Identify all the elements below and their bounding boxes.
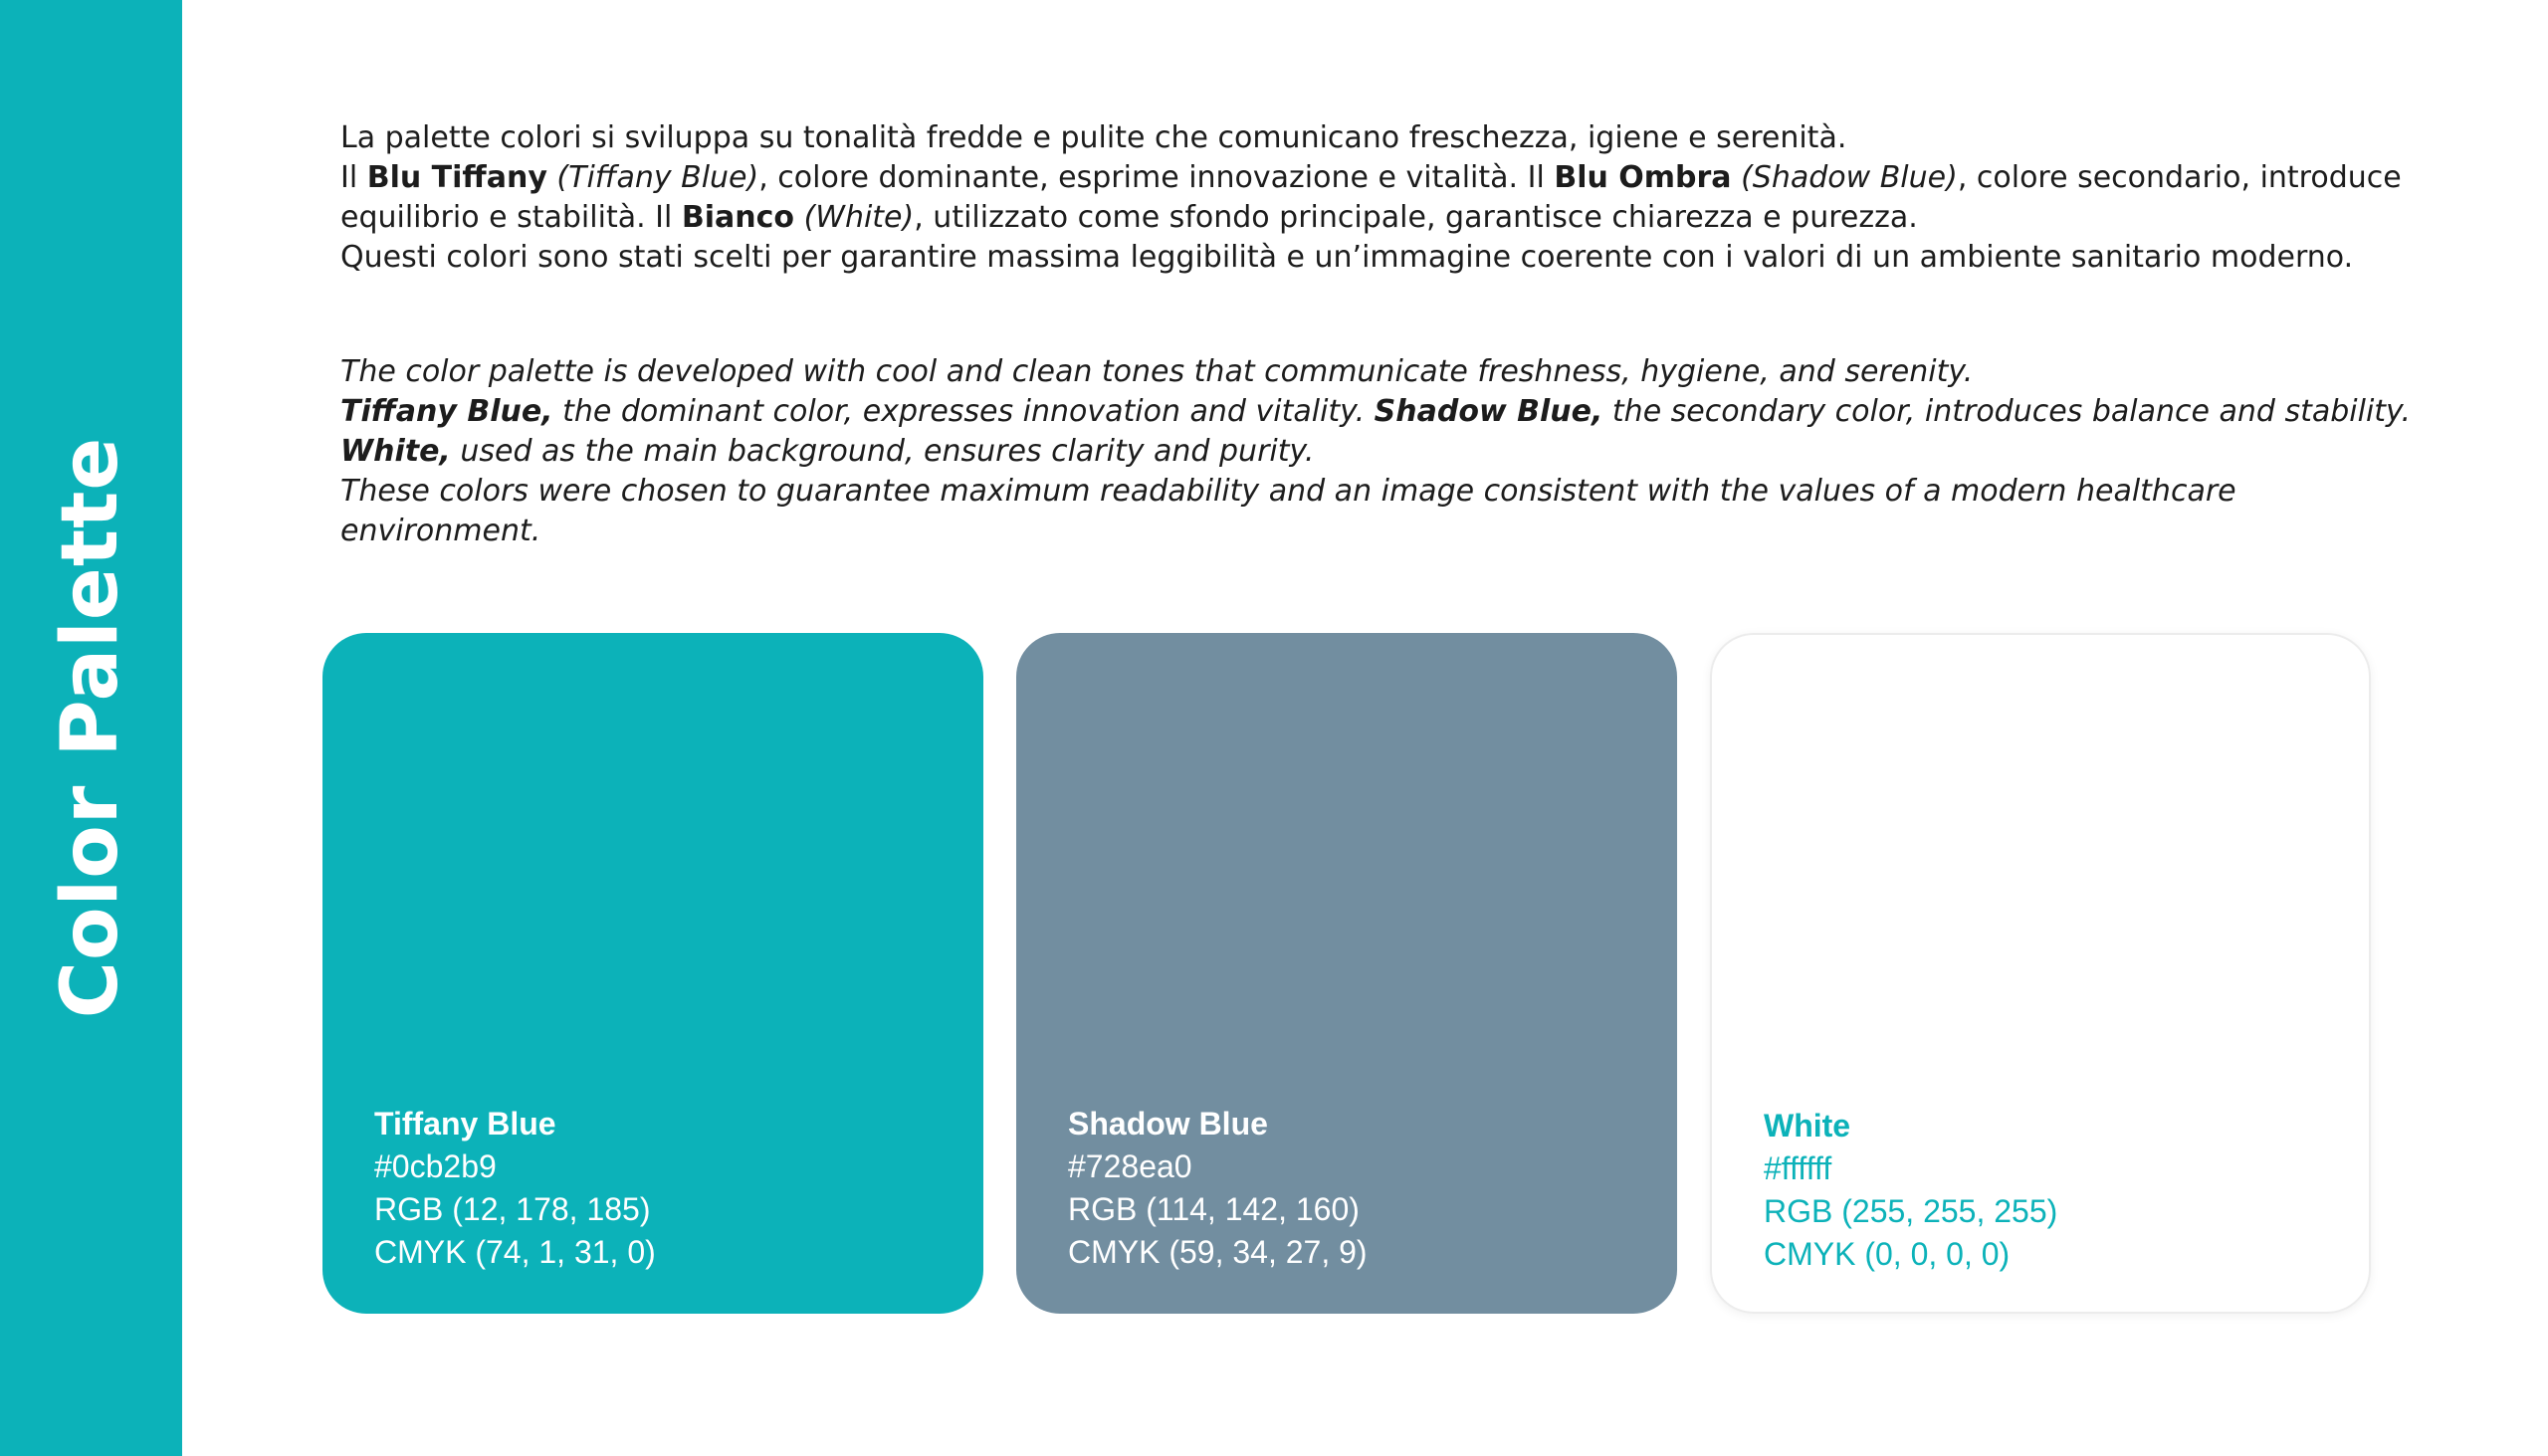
italian-tiffany-term: Blu Tiffany: [366, 160, 547, 195]
swatch-hex: #728ea0: [1068, 1148, 1192, 1184]
italian-description: [340, 118, 2411, 278]
english-description: [340, 352, 2411, 551]
italian-intro: La palette colori si sviluppa su tonalità fredde e pulite che comunicano freschezza, igiene e serenità.: [340, 120, 1847, 155]
swatch-name: White: [1764, 1108, 1851, 1144]
swatch-cmyk: CMYK (0, 0, 0, 0): [1764, 1236, 2011, 1272]
italian-shadow-translation: (Shadow Blue): [1731, 160, 1958, 195]
italian-shadow-term: Blu Ombra: [1554, 160, 1732, 195]
italian-white-term: Bianco: [681, 200, 795, 235]
english-colors-paragraph: [340, 392, 2411, 472]
english-conclusion: These colors were chosen to guarantee maximum readability and an image consistent with the values of a modern healthcare environment.: [340, 474, 2236, 548]
swatch-rgb: RGB (12, 178, 185): [374, 1191, 651, 1227]
italian-white-translation: (White): [794, 200, 915, 235]
swatch-hex: #ffffff: [1764, 1150, 1832, 1186]
swatch-rgb: RGB (114, 142, 160): [1068, 1191, 1360, 1227]
swatch-hex: #0cb2b9: [374, 1148, 497, 1184]
page-title: Color Palette: [46, 436, 135, 1019]
english-tiffany-term: Tiffany Blue,: [340, 394, 553, 429]
sidebar: [0, 0, 182, 1456]
english-shadow-term: Shadow Blue,: [1374, 394, 1603, 429]
swatch-name: Tiffany Blue: [374, 1106, 556, 1142]
english-text: the secondary color, introduces balance and stability.: [1602, 394, 2412, 429]
italian-text: , colore dominante, esprime innovazione e vitalità. Il: [758, 160, 1555, 195]
italian-text: , utilizzato come sfondo principale, garantisce chiarezza e purezza.: [914, 200, 1918, 235]
italian-tiffany-translation: (Tiffany Blue): [546, 160, 759, 195]
swatch-white: [1710, 633, 2371, 1314]
swatch-name: Shadow Blue: [1068, 1106, 1268, 1142]
swatch-tiffany-blue: [322, 633, 983, 1314]
swatch-cmyk: CMYK (74, 1, 31, 0): [374, 1234, 656, 1270]
english-text: the dominant color, expresses innovation and vitality.: [552, 394, 1375, 429]
swatch-shadow-blue: [1016, 633, 1677, 1314]
english-white-term: White,: [340, 434, 451, 469]
swatch-info: [1068, 1103, 1368, 1274]
english-text: used as the main background, ensures clarity and purity.: [450, 434, 1315, 469]
italian-text: Il: [340, 160, 367, 195]
italian-conclusion: Questi colori sono stati scelti per garantire massima leggibilità e un’immagine coerente con i valori di un ambiente sanitario moderno.: [340, 240, 2354, 275]
swatch-cmyk: CMYK (59, 34, 27, 9): [1068, 1234, 1368, 1270]
italian-text: , colore secondario, introduce equilibrio e stabilità. Il: [340, 160, 2402, 235]
english-intro: The color palette is developed with cool and clean tones that communicate freshness, hygiene, and serenity.: [340, 354, 1974, 389]
swatch-rgb: RGB (255, 255, 255): [1764, 1193, 2058, 1229]
italian-colors-paragraph: [340, 158, 2411, 238]
swatch-info: [1764, 1105, 2057, 1276]
swatch-info: [374, 1103, 656, 1274]
